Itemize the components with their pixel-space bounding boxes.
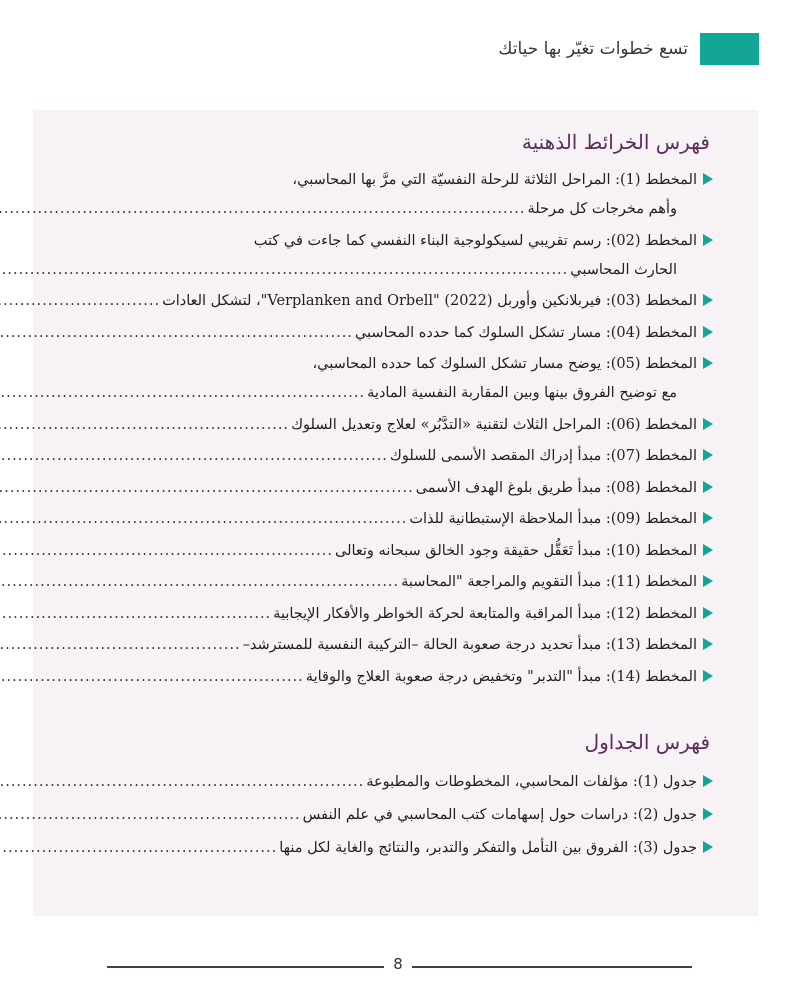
dot-leader	[0, 195, 527, 224]
entry-title-line1: المخطط (1): المراحل الثلاثة للرحلة النفسيّة التي مرَّ بها المحاسبي،	[292, 172, 697, 188]
entry-title: المخطط (08): مبدأ طريق بلوغ الهدف الأسمى	[415, 479, 697, 496]
entry-title-line2: وأهم مخرجات كل مرحلة	[527, 201, 677, 217]
entry-title: المخطط (10): مبدأ تَعَقُّل حقيقة وجود الخالق سبحانه وتعالى	[334, 542, 697, 559]
table-entry[interactable]	[123, 834, 713, 863]
bullet-triangle-icon	[703, 418, 713, 430]
mindmap-entry[interactable]	[123, 568, 713, 597]
entry-title: جدول (2): دراسات حول إسهامات كتب المحاسبي في علم النفس	[302, 807, 697, 823]
bullet-triangle-icon	[703, 481, 713, 493]
footer-rule-left	[107, 966, 384, 968]
entry-title: المخطط (06): المراحل الثلاث لتقنية «التدَّبُر» لعلاج وتعديل السلوك	[291, 416, 697, 433]
entry-title-line2: الحارث المحاسبي	[570, 261, 677, 278]
bullet-triangle-icon	[703, 449, 713, 461]
entry-title: المخطط (12): مبدأ المراقبة والمتابعة لحركة الخواطر والأفكار الإيجابية	[273, 605, 697, 622]
book-title: تسع خطوات تغيّر بها حياتك	[498, 39, 688, 59]
mindmap-entry[interactable]	[123, 505, 713, 534]
dot-leader	[0, 474, 416, 503]
dot-leader	[0, 801, 303, 830]
dot-leader	[0, 319, 355, 348]
bullet-triangle-icon	[703, 234, 713, 246]
mindmap-entry[interactable]	[123, 442, 713, 471]
dot-leader	[0, 411, 291, 440]
entry-title: جدول (3): الفروق بين التأمل والتفكر والتدبر، والنتائج والغاية لكل منها	[279, 840, 697, 856]
mindmap-entry[interactable]	[123, 411, 713, 440]
entry-title: المخطط (14): مبدأ "التدبر" وتخفيض درجة صعوبة العلاج والوقاية	[305, 668, 697, 685]
dot-leader	[0, 379, 367, 408]
bullet-triangle-icon	[703, 173, 713, 185]
bullet-triangle-icon	[703, 638, 713, 650]
mindmap-entry[interactable]	[123, 287, 713, 316]
mindmap-entry[interactable]	[123, 600, 713, 629]
mindmap-entry[interactable]	[123, 227, 713, 285]
entry-title: المخطط (09): مبدأ الملاحظة الإستبطانية للذات	[409, 511, 697, 527]
mindmap-entry[interactable]	[123, 631, 713, 660]
bullet-triangle-icon	[703, 775, 713, 787]
table-entry[interactable]	[123, 768, 713, 797]
entry-title: المخطط (13): مبدأ تحديد درجة صعوبة الحالة –التركيبة النفسية للمسترشد–	[242, 637, 697, 653]
mindmap-entry[interactable]	[123, 166, 713, 224]
mindmaps-list	[123, 166, 713, 694]
mindmap-entry[interactable]	[123, 350, 713, 408]
bullet-triangle-icon	[703, 841, 713, 853]
dot-leader	[0, 663, 306, 692]
dot-leader	[0, 568, 401, 597]
tables-index-title: فهرس الجداول	[584, 730, 710, 754]
mindmap-entry[interactable]	[123, 474, 713, 503]
dot-leader	[0, 600, 273, 629]
entry-title-line1: المخطط (02): رسم تقريبي لسيكولوجية البناء النفسي كما جاءت في كتب	[253, 232, 697, 249]
mindmap-entry[interactable]	[123, 663, 713, 692]
dot-leader	[0, 287, 162, 316]
mindmap-entry[interactable]	[123, 319, 713, 348]
table-entry[interactable]	[123, 801, 713, 830]
footer-rule-right	[412, 966, 692, 968]
dot-leader	[0, 834, 279, 863]
bullet-triangle-icon	[703, 808, 713, 820]
bullet-triangle-icon	[703, 512, 713, 524]
entry-title: المخطط (03): فيربلانكين وأوربل (2022) "Verplanken and Orbell"، لتشكل العادات	[162, 293, 697, 309]
bullet-triangle-icon	[703, 607, 713, 619]
mindmap-entry[interactable]	[123, 537, 713, 566]
entry-title: جدول (1): مؤلفات المحاسبي، المخطوطات والمطبوعة	[366, 774, 697, 790]
index-panel	[33, 110, 758, 916]
entry-title: المخطط (11): مبدأ التقويم والمراجعة "المحاسبة	[401, 574, 697, 590]
bullet-triangle-icon	[703, 575, 713, 587]
tables-list	[123, 768, 713, 867]
bullet-triangle-icon	[703, 294, 713, 306]
bullet-triangle-icon	[703, 544, 713, 556]
bullet-triangle-icon	[703, 326, 713, 338]
bullet-triangle-icon	[703, 357, 713, 369]
mindmaps-index-title: فهرس الخرائط الذهنية	[521, 130, 710, 154]
entry-title-line1: المخطط (05): يوضح مسار تشكل السلوك كما حدده المحاسبي،	[312, 356, 697, 372]
entry-title: المخطط (04): مسار تشكل السلوك كما حدده المحاسبي	[354, 324, 697, 341]
dot-leader	[0, 256, 570, 285]
entry-title-line2: مع توضيح الفروق بينها وبين المقاربة النفسية المادية	[367, 385, 677, 401]
dot-leader	[0, 768, 366, 797]
header-accent-block	[700, 33, 759, 65]
dot-leader	[0, 537, 335, 566]
dot-leader	[0, 631, 243, 660]
bullet-triangle-icon	[703, 670, 713, 682]
page-number: 8	[393, 955, 403, 973]
entry-title: المخطط (07): مبدأ إدراك المقصد الأسمى للسلوك	[389, 448, 697, 464]
running-header	[498, 33, 759, 65]
dot-leader	[0, 442, 390, 471]
dot-leader	[0, 505, 409, 534]
